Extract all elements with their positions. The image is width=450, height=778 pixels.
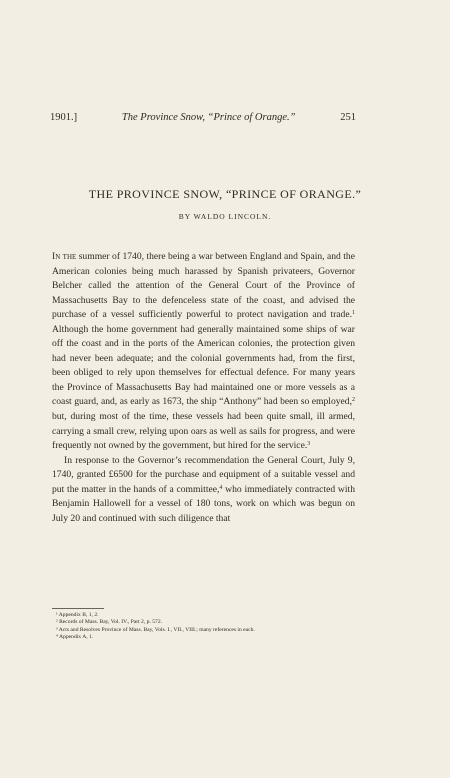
article-body [52, 250, 355, 526]
header-running-title: The Province Snow, “Prince of Orange.” [121, 112, 296, 123]
running-header [50, 111, 356, 125]
header-year: 1901.] [50, 112, 78, 123]
article-title: THE PROVINCE SNOW, “PRINCE OF ORANGE.” [88, 187, 362, 201]
footnotes [52, 612, 352, 642]
paragraph-lead-in: In the [52, 251, 77, 262]
article-byline: BY WALDO LINCOLN. [178, 212, 272, 221]
paragraph-text: who immediately contracted with Benjamin Hallowell for a vessel of 180 tons, work on which was begun on July 20 and continued with such diligence that [52, 483, 355, 524]
footnote-ref-3: 3 [307, 441, 311, 448]
footnote-ref-1: 1 [352, 310, 355, 317]
footnote-3: ³ Acts and Resolves Province of Mass. Bay, Vols. I., VII., VIII.; many references in each. [56, 626, 255, 633]
page-number: 251 [340, 112, 356, 123]
paragraph-text: Although the home government had generally maintained some ships of war off the coast and in the ports of the American colonies, the protection given had never been adequate; and the colonial governments had, from the first, been obliged to rely upon themselves for effectual defence. For many years the Province of Massachusetts Bay had maintained one or more vessels as a coast guard, and, as early as 1673, the ship “Anthony” had been so employed, [52, 323, 355, 408]
footnote-1: ¹ Appendix B, 1, 2. [56, 612, 99, 618]
footnote-divider [52, 608, 104, 609]
paragraph-text: summer of 1740, there being a war between England and Spain, and the American colonies being much harassed by Spanish privateers, Governor Belcher called the attention of the General Court of the Province of Massachusetts Bay to the defenceless state of the coast, and advised the purchase of a vessel sufficiently powerful to protect navigation and trade. [52, 251, 355, 321]
footnote-2: ² Records of Mass. Bay, Vol. IV., Part 2, p. 572. [56, 619, 163, 626]
footnote-4: ⁴ Appendix A, 1. [56, 634, 94, 641]
footnote-ref-2: 2 [352, 397, 355, 404]
paragraph-text: In response to the Governor’s recommendation the General Court, July 9, 1740, granted £6500 for the purchase and equipment of a suitable vessel and put the matter in the hands of a committee, [52, 454, 355, 495]
paragraph-text: but, during most of the time, these vessels had been quite small, ill armed, carrying a small crew, relying upon oars as well as sails for progress, and were frequently not owned by the government, but hired for the service. [52, 411, 355, 452]
paragraph-2 [52, 454, 355, 527]
footnote-ref-4: 4 [219, 484, 223, 491]
paragraph-1 [52, 250, 355, 454]
